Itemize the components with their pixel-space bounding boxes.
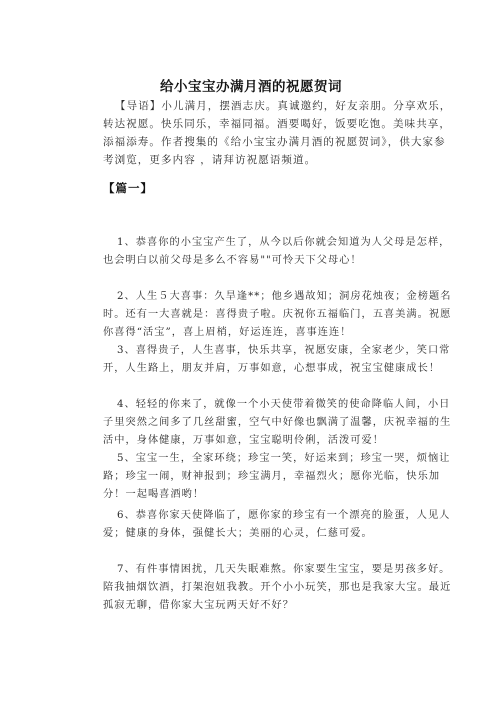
intro-paragraph: 【导语】小儿满月，摆酒志庆。真诚邀约，好友亲朋。分享欢乐，转达祝愿。快乐同乐，幸福同福。酒要喝好，饭要吃饱。美味共享，添福添寿。作者搜集的《给小宝宝办满月酒的祝愿贺词》，供大家参考浏览，更多内容 ，请拜访祝愿语频道。 — [103, 100, 452, 166]
blessing-paragraph-7: 7、有件事情困扰，几天失眠难熬。你家要生宝宝，要是男孩多好。陪我抽烟饮酒，打架泡妞我教。开个小小玩笑，那也是我家大宝。最近孤寂无聊，借你家大宝玩两天好不好？ — [103, 564, 452, 611]
document-title: 给小宝宝办满月酒的祝愿贺词 — [160, 79, 342, 95]
blessing-paragraph-1: 1、恭喜你的小宝宝产生了，从今以后你就会知道为人父母是怎样，也会明白以前父母是多么不容易""可怜天下父母心！ — [103, 237, 451, 266]
blessing-paragraph-5: 5、宝宝一生，全家环绕；珍宝一笑，好运来到；珍宝一哭，烦恼让路；珍宝一闹，财神报到；珍宝满月，幸福烈火；愿你光临，快乐加分！一起喝喜酒哟！ — [103, 453, 451, 500]
blessing-paragraph-6: 6、恭喜你家天使降临了，愿你家的珍宝有一个漂亮的脸蛋，人见人爱；健康的身体，强健长大；美丽的心灵，仁慈可爱。 — [103, 510, 451, 539]
blessing-paragraph-2: 2、人生５大喜事：久旱逢**；他乡遇故知；洞房花烛夜；金榜题名时。还有一大喜就是：喜得贵子啦。庆祝你五福临门，五喜美满。祝愿你喜得“活宝”，喜上眉梢，好运连连，喜事连连！ — [103, 291, 452, 338]
blessing-paragraph-4: 4、轻轻的你来了，就像一个小天使带着微笑的使命降临人间，小日子里突然之间多了几丝甜蜜，空气中好像也飘满了温馨，庆祝幸福的生活中，身体健康，万事如意，宝宝聪明伶俐，活泼可爱！ — [103, 399, 452, 446]
section-heading: 【篇一】 — [103, 181, 153, 195]
blessing-paragraph-3: 3、喜得贵子，人生喜事，快乐共享，祝愿安康，全家老少，笑口常开，人生路上，朋友并肩，万事如意，心想事成，祝宝宝健康成长！ — [103, 345, 451, 374]
